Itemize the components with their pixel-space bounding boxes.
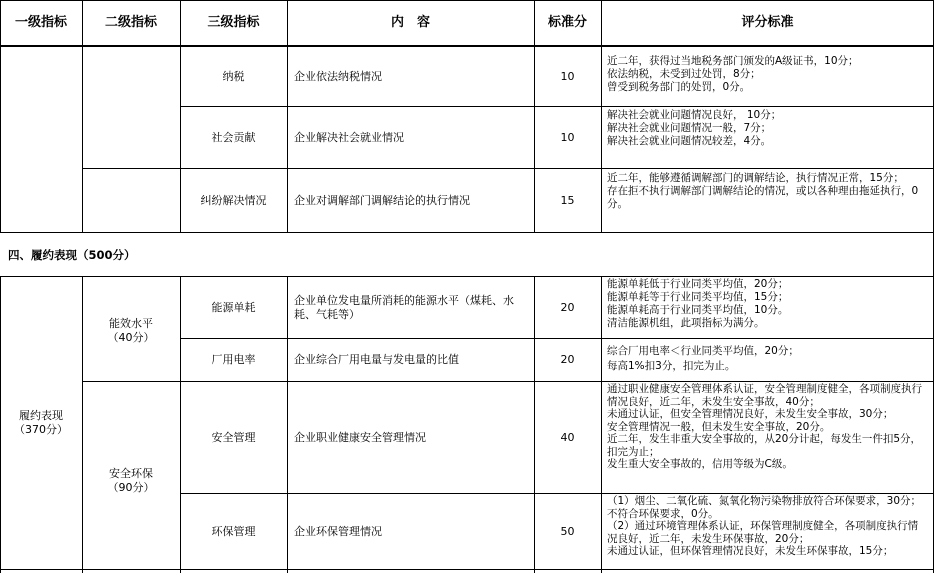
content-cell: 企业依法纳税情况 [294,69,382,83]
level3-cell: 社会贡献 [211,130,256,144]
level3-cell: 厂用电率 [211,353,256,366]
score-cell: 15 [560,193,575,207]
header-level2: 二级指标 [104,15,157,30]
score-cell: 10 [560,130,575,144]
level2-cell: 能效水平 （40分） [107,317,155,344]
content-cell: 企业职业健康安全管理情况 [294,430,426,444]
score-cell: 20 [560,300,575,314]
level3-cell: 纠纷解决情况 [200,193,267,207]
content-cell: 企业环保管理情况 [294,524,382,538]
criteria-cell: 解决社会就业问题情况良好， 10分； 解决社会就业问题情况一般，7分； 解决社会就业问题情况较差，4分。 [607,109,782,147]
content-cell: 企业单位发电量所消耗的能源水平（煤耗、水耗、气耗等） [294,293,514,321]
score-cell: 40 [560,430,575,444]
content-cell: 企业对调解部门调解结论的执行情况 [294,193,470,207]
criteria-cell: 能源单耗低于行业同类平均值，20分； 能源单耗等于行业同类平均值，15分； 能源单耗高于行业同类平均值，10分。 清洁能源机组，此项指标为满分。 [607,278,789,329]
level3-cell: 纳税 [222,69,245,83]
score-cell: 20 [560,353,575,366]
header-score: 标准分 [547,15,587,30]
criteria-cell: 近二年，能够遵循调解部门的调解结论，执行情况正常，15分； 存在拒不执行调解部门调解结论的情况，或以各种理由拖延执行，0分。 [607,172,919,210]
criteria-cell: 近二年，获得过当地税务部门颁发的A级证书，10分； 依法纳税，未受到过处罚，8分； 曾受到税务部门的处罚，0分。 [607,55,859,93]
level3-cell: 能源单耗 [211,300,256,314]
level3-cell: 环保管理 [211,524,256,538]
content-cell: 企业综合厂用电量与发电量的比值 [294,353,459,366]
header-level1: 一级指标 [14,15,67,30]
score-cell: 50 [560,524,575,538]
level1-cell: 履约表现 （370分） [14,409,68,436]
level2-cell: 安全环保 （90分） [107,466,155,494]
criteria-cell: （1）烟尘、二氧化硫、氮氧化物污染物排放符合环保要求，30分；不符合环保要求，0分。 （2）通过环境管理体系认证，环保管理制度健全，各项制度执行情况良好，近二年，未发生环保事故，20分； 未通过认证，但环保管理情况良好，未发生环保事故，15分； [607,495,922,557]
rule [0,569,934,570]
level3-cell: 安全管理 [211,430,256,444]
criteria-cell: 通过职业健康安全管理体系认证，安全管理制度健全，各项制度执行情况良好，近二年，未发生安全事故，40分； 未通过认证，但安全管理情况良好，未发生安全事故，30分； 安全管理情况一般，但未发生安全事故，20分。 近二年，发生非重大安全事故的，从20分计起，每发生一件扣5分，扣完为止； 发生重大安全事故的，信用等级为C级。 [607,383,922,470]
header-criteria: 评分标准 [741,15,794,30]
section-title: 四、履约表现（500分） [8,247,136,262]
content-cell: 企业解决社会就业情况 [294,130,404,144]
header-level3: 三级指标 [207,15,260,30]
header-content: 内 容 [390,15,430,30]
score-cell: 10 [560,69,575,83]
criteria-cell: 综合厂用电率＜行业同类平均值，20分； 每高1%扣3分，扣完为止。 [607,345,799,372]
